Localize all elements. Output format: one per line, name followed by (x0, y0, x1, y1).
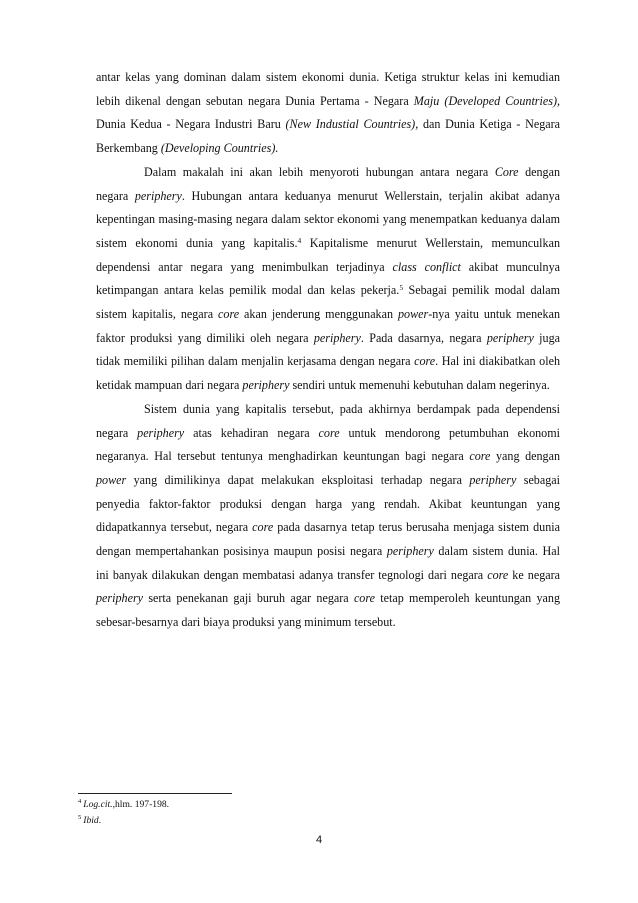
footnote-separator (78, 793, 232, 794)
text-run: Dalam makalah ini akan lebih menyoroti hubungan antara negara (144, 164, 495, 179)
footnote-ref: 4 (297, 235, 302, 245)
text-run: Kapitalisme menurut Wellerstain, memunculkan dependensi antar negara yang menimbulkan terjadinya (96, 235, 560, 274)
italic-term: class conflict (392, 259, 461, 274)
text-run: yang dengan (490, 449, 560, 464)
italic-term: core (318, 425, 340, 440)
footnote (78, 813, 558, 829)
text-run: ke negara (508, 567, 561, 582)
footnote-ref: 5 (399, 283, 404, 293)
text-run: tetap memperoleh keuntungan yang sebesar-besarnya dari biaya produksi yang minimum tersebut. (96, 591, 560, 630)
text-run: sebagai penyedia faktor-faktor produksi dengan harga yang rendah. Akibat keuntungan yang didapatkannya tersebut, negara (96, 472, 560, 535)
italic-term: core (252, 520, 274, 535)
italic-term: power (398, 307, 429, 322)
text-run: dengan negara (96, 164, 561, 203)
italic-term: core (487, 567, 509, 582)
paragraph (96, 161, 560, 398)
italic-term: core (353, 591, 375, 606)
italic-term: Log.cit. (83, 799, 113, 810)
italic-term: core (414, 354, 436, 369)
page-number: 4 (315, 834, 323, 846)
text-run: sendiri untuk memenuhi kebutuhan dalam negerinya. (289, 378, 550, 393)
text-run: Sistem dunia yang kapitalis tersebut, pada akhirnya berdampak pada dependensi negara (96, 401, 560, 440)
footnote-number: 4 (78, 798, 82, 805)
text-run: juga tidak memiliki pilihan dalam menjalin kerjasama dengan negara (96, 330, 560, 369)
text-run: pada dasarnya tetap terus berusaha menjaga sistem dunia dengan mempertahankan posisinya maupun posisi negara (96, 520, 560, 559)
italic-term: periphery (486, 330, 534, 345)
italic-term: core (218, 307, 240, 322)
italic-term: (New Industial Countries), (285, 117, 419, 132)
italic-term: Core (494, 164, 519, 179)
italic-term: (Developing Countries). (160, 141, 279, 156)
paragraph (96, 398, 560, 635)
italic-term: Maju (Developed Countries), (413, 93, 560, 108)
paragraph (96, 66, 560, 161)
text-run: . Pada dasarnya, negara (360, 330, 487, 345)
italic-term: periphery (469, 472, 517, 487)
footnote-number: 5 (78, 813, 82, 821)
body-text (96, 66, 560, 635)
italic-term: periphery (96, 591, 144, 606)
italic-term: core (469, 449, 491, 464)
text-run: untuk mendorong petumbuhan ekonomi negaranya. Hal tersebut tentunya menghadirkan keuntungan bagi negara (96, 425, 560, 464)
text-run: akibat munculnya ketimpangan antara kelas pemilik modal dan kelas pekerja. (96, 259, 560, 298)
text-run: yang dimilikinya dapat melakukan eksploitasi terhadap negara (126, 472, 470, 487)
italic-term: periphery (134, 188, 182, 203)
footnotes (78, 797, 558, 828)
italic-term: periphery (386, 544, 434, 559)
italic-term: periphery (242, 378, 290, 393)
text-run: dalam sistem dunia. Hal ini banyak dilakukan dengan membatasi adanya transfer tegnologi dari negara (96, 544, 560, 582)
text-run: akan jenderung menggunakan (239, 307, 398, 322)
text-run: . Hubungan antara keduanya menurut Wellerstain, terjalin akibat adanya kepentingan masing-masing negara dalam sektor ekonomi yang menempatkan keduanya dalam sistem ekonomi dunia yang kapitalis. (96, 188, 561, 250)
text-run: atas kehadiran negara (184, 425, 319, 440)
text-run: -nya yaitu untuk menekan faktor produksi yang dimiliki oleh negara (96, 307, 561, 345)
italic-term: periphery (137, 425, 185, 440)
text-run: Sebagai pemilik modal dalam sistem kapitalis, negara (96, 283, 560, 322)
text-run: Dunia Kedua - Negara Industri Baru (96, 117, 286, 132)
text-run: serta penekanan gaji buruh agar negara (143, 591, 354, 606)
italic-term: Ibid (83, 814, 99, 826)
text-run: ,hlm. 197-198. (112, 799, 170, 810)
text-run: . (98, 814, 102, 826)
text-run: . Hal ini diakibatkan oleh ketidak mampuan dari negara (96, 354, 560, 393)
italic-term: power (96, 472, 127, 487)
italic-term: periphery (313, 330, 361, 345)
text-run: dan Dunia Ketiga - Negara Berkembang (96, 117, 561, 156)
text-run: antar kelas yang dominan dalam sistem ekonomi dunia. Ketiga struktur kelas ini kemudian lebih dikenal dengan sebutan negara Dunia Pertama - Negara (96, 70, 560, 108)
footnote (78, 797, 558, 813)
